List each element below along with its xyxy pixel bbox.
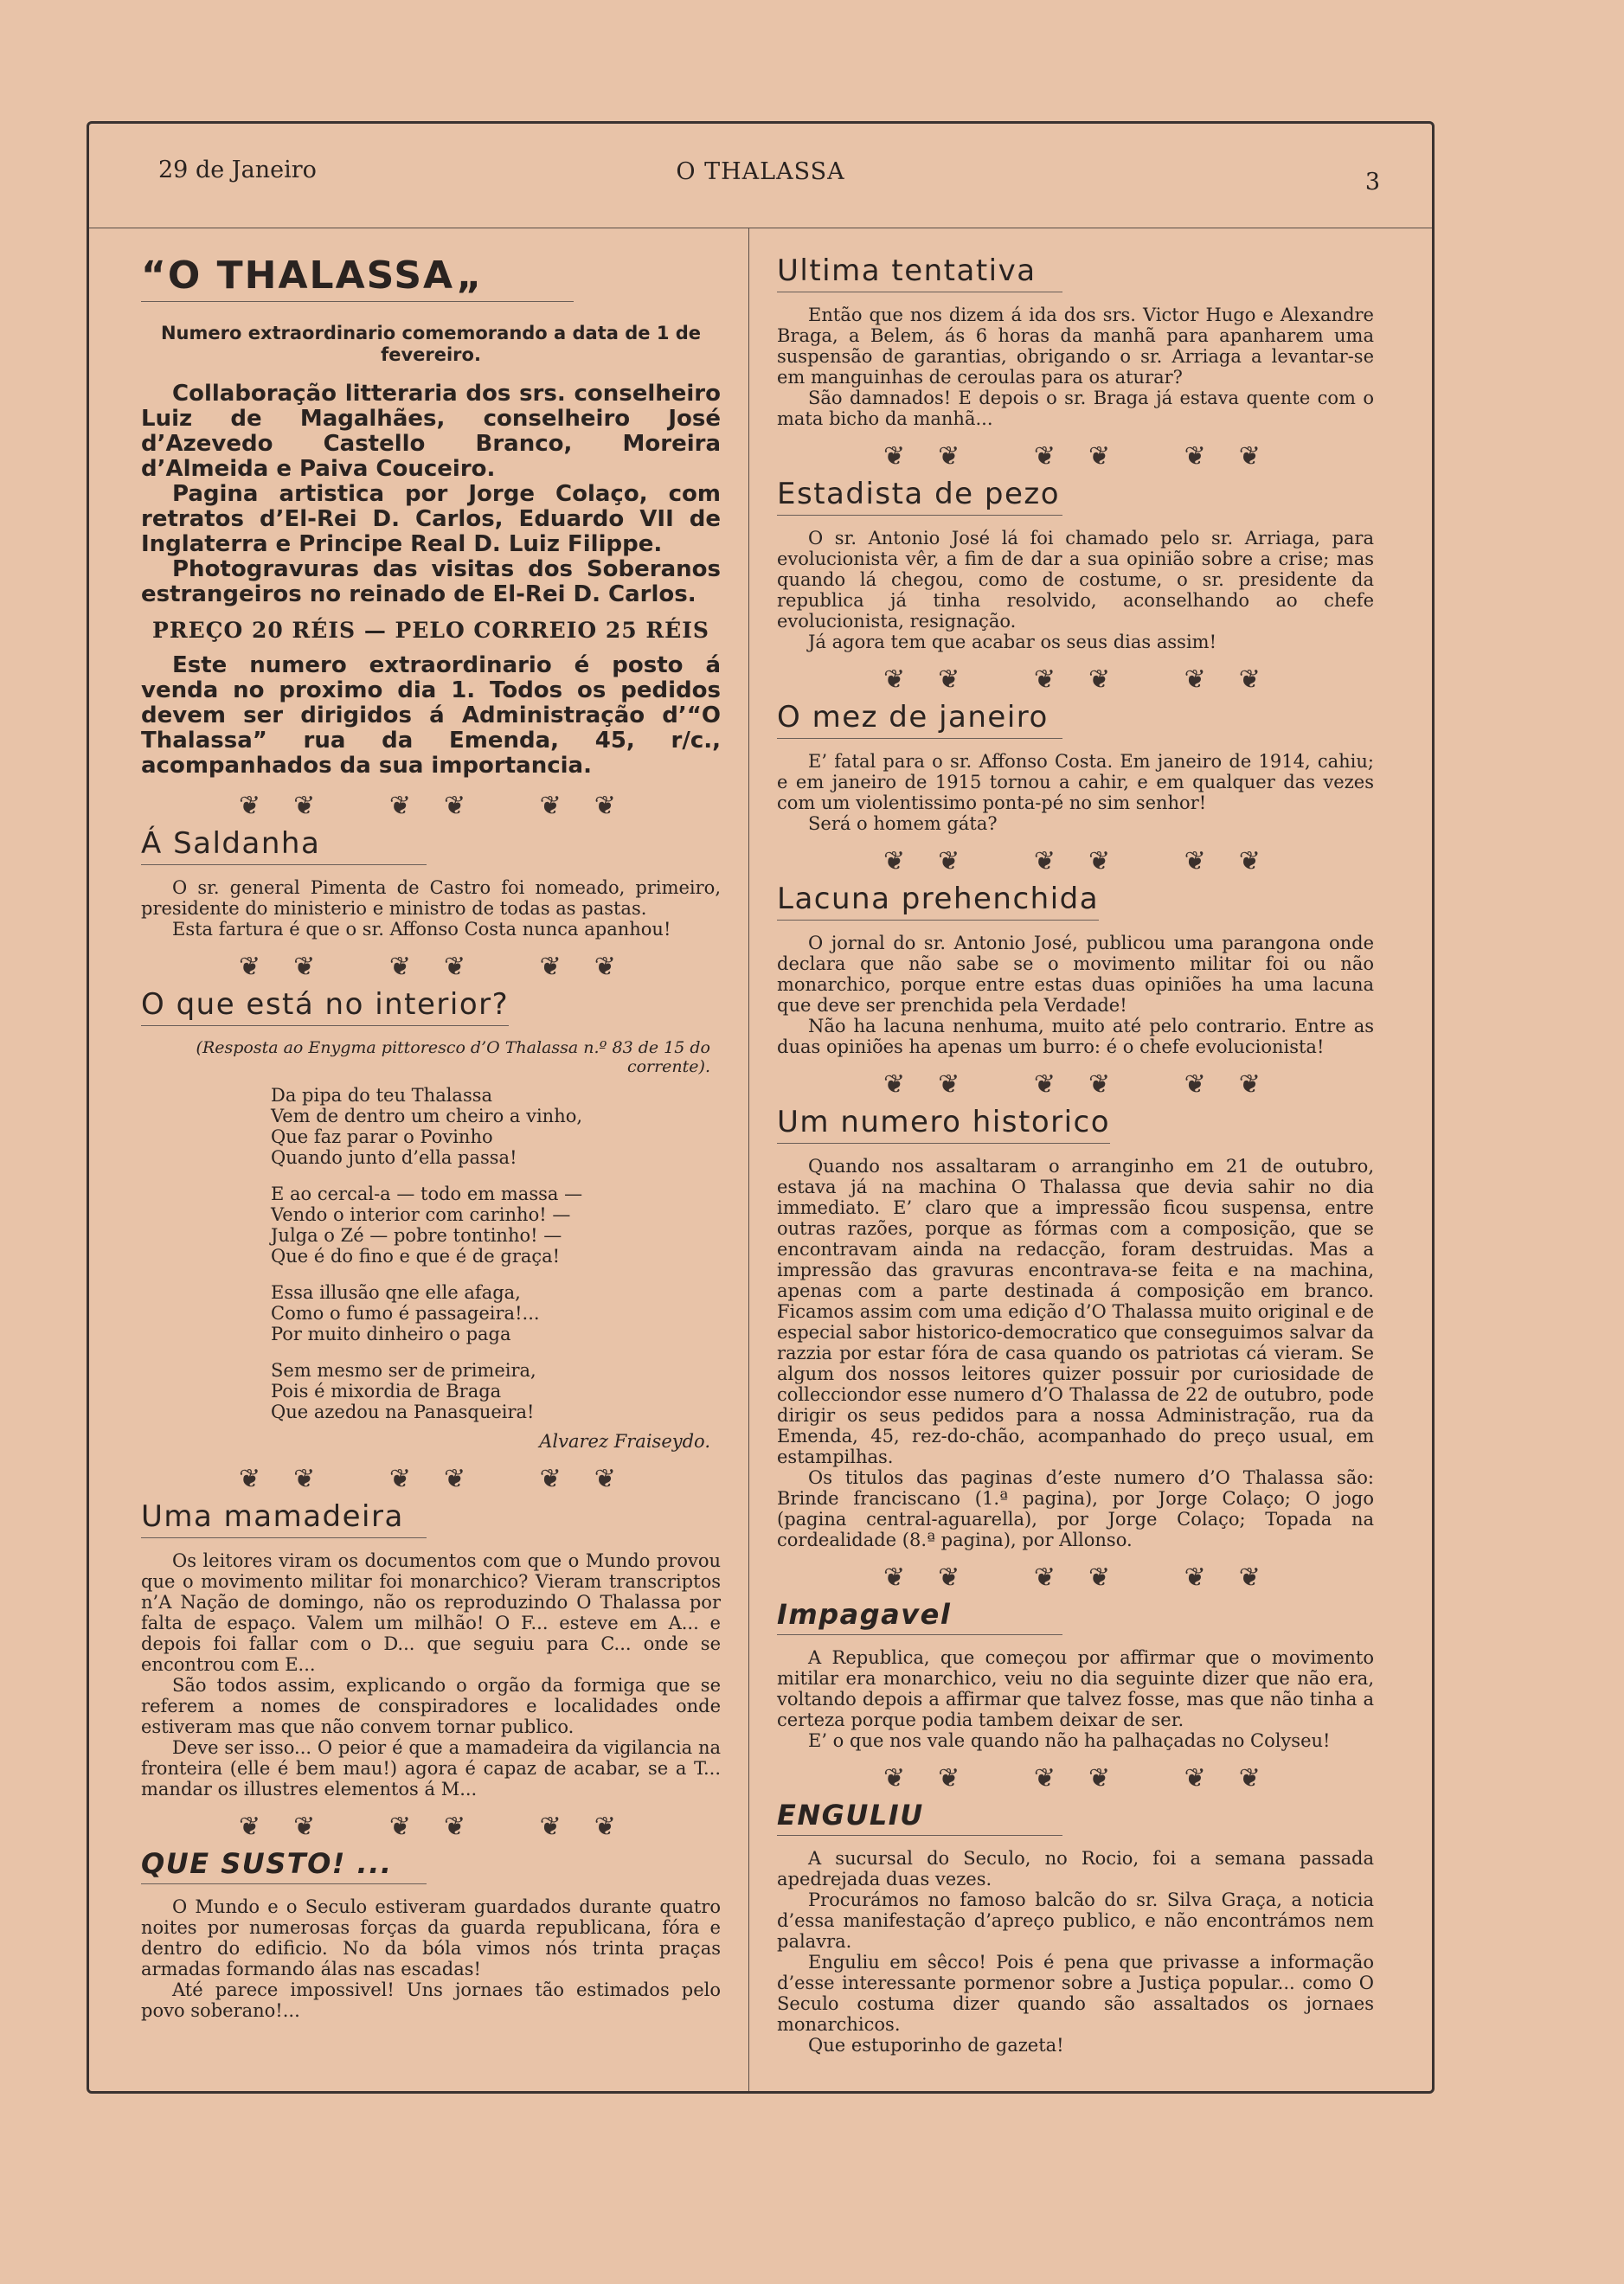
article-paragraph: O sr. general Pimenta de Castro foi nomeado, primeiro, presidente do ministerio e ministro de todas as pastas. (141, 877, 721, 919)
poem-stanza (271, 1085, 721, 1168)
announcement-subtitle: Numero extraordinario comemorando a data de 1 de fevereiro. (160, 323, 702, 365)
ornament-divider: ❦❦ ❦❦ ❦❦ (239, 1464, 649, 1494)
left-column (141, 253, 721, 2021)
article-paragraph: O Mundo e o Seculo estiveram guardados durante quatro noites por numerosas forças da guarda republicana, fóra e dentro do edificio. No da bóla vimos nós trinta praças armadas formando álas nas escadas! (141, 1896, 721, 1979)
article-ultima (777, 253, 1374, 429)
ornament-divider: ❦❦ ❦❦ ❦❦ (239, 1812, 649, 1842)
article-lacuna (777, 882, 1374, 1057)
article-title: Uma mamadeira (141, 1499, 427, 1538)
article-historico (777, 1105, 1374, 1550)
article-paragraph: Já agora tem que acabar os seus dias assim! (808, 632, 1217, 652)
poem-line: Vem de dentro um cheiro a vinho, (271, 1106, 583, 1126)
poem-line: Que azedou na Panasqueira! (271, 1402, 535, 1422)
announcement-paragraph: Collaboração litteraria dos srs. conselheiro Luiz de Magalhães, conselheiro José d’Azevedo Castello Branco, Moreira d’Almeida e Paiva Couceiro. (141, 381, 721, 482)
ornament-divider: ❦❦ ❦❦ ❦❦ (883, 1069, 1293, 1100)
column-rule (748, 228, 749, 2091)
article-title: Á Saldanha (141, 826, 427, 865)
article-paragraph: Os titulos das paginas d’este numero d’O Thalassa são: Brinde franciscano (1.ª pagina), por Jorge Colaço; O jogo (pagina central-aguarella), por Jorge Colaço; Topada na cordealidade (8.ª pagina), por Allonso. (777, 1467, 1374, 1550)
poem-stanza (271, 1282, 721, 1344)
article-paragraph: O jornal do sr. Antonio José, publicou uma parangona onde declara que não sabe se o movimento militar foi ou não monarchico, porque entre estas duas opiniões ha uma lacuna que deve ser prenchida pela Verdade! (777, 933, 1374, 1016)
right-column (777, 253, 1374, 2056)
article-paragraph: Até parece impossivel! Uns jornaes tão estimados pelo povo soberano!... (141, 1979, 721, 2021)
article-susto (141, 1847, 721, 2021)
ornament-divider: ❦❦ ❦❦ ❦❦ (239, 952, 649, 982)
article-title: Impagavel (777, 1598, 1062, 1635)
article-enguliu (777, 1799, 1374, 2056)
article-paragraph: Não ha lacuna nenhuma, muito até pelo contrario. Entre as duas opiniões ha apenas um burro: é o chefe evolucionista! (777, 1016, 1374, 1057)
ornament-divider: ❦❦ ❦❦ ❦❦ (239, 791, 649, 821)
poem-line: Pois é mixordia de Braga (271, 1381, 502, 1402)
article-paragraph: São todos assim, explicando o orgão da formiga que se referem a nomes de conspiradores e localidades onde estiveram mas que não convem tornar publico. (141, 1675, 721, 1737)
article-title: QUE SUSTO! ... (141, 1847, 427, 1884)
announcement-paragraph: Photogravuras das visitas dos Soberanos estrangeiros no reinado de El-Rei D. Carlos. (141, 556, 721, 607)
announcement-price: PREÇO 20 RÉIS — PELO CORREIO 25 RÉIS (152, 618, 709, 643)
poem-line: Como o fumo é passageira!... (271, 1303, 540, 1324)
poem-line: Vendo o interior com carinho! — (271, 1204, 571, 1225)
header-title: O THALASSA (676, 158, 845, 185)
article-title: Ultima tentativa (777, 253, 1062, 292)
announcement-title: “O THALASSA„ (141, 253, 574, 302)
poem-line: Que faz parar o Povinho (271, 1126, 493, 1147)
header-date: 29 de Janeiro (158, 157, 317, 183)
article-paragraph: Então que nos dizem á ida dos srs. Victor Hugo e Alexandre Braga, a Belem, ás 6 horas da manhã para apanharem uma suspensão de garantias, obrigando o sr. Arriaga a levantar-se em manguinhas de ceroulas para os aturar? (777, 305, 1374, 388)
article-paragraph: Os leitores viram os documentos com que o Mundo provou que o movimento militar foi monarchico? Vieram transcriptos n’A Nação de domingo, não os reproduzindo O Thalassa por falta de espaço. Valem um milhão! O F... esteve em A... e depois foi fallar com o D... que seguiu para C... onde se encontrou com E... (141, 1550, 721, 1675)
article-title: Estadista de pezo (777, 477, 1062, 516)
article-paragraph: Esta fartura é que o sr. Affonso Costa nunca apanhou! (172, 919, 671, 940)
article-title: Lacuna prehenchida (777, 882, 1099, 921)
article-paragraph: A Republica, que começou por affirmar que o movimento mitilar era monarchico, veiu no dia seguinte dizer que não era, voltando depois a affirmar que talvez fosse, mas que não tinha a certeza porque podia tambem deixar de ser. (777, 1647, 1374, 1730)
running-head (89, 124, 1432, 228)
announcement-paragraph: Este numero extraordinario é posto á venda no proximo dia 1. Todos os pedidos devem ser dirigidos á Administração d’“O Thalassa” rua da Emenda, 45, r/c., acompanhados da sua importancia. (141, 652, 721, 779)
article-title: O mez de janeiro (777, 700, 1062, 739)
article-paragraph: Quando nos assaltaram o arranginho em 21 de outubro, estava já na machina O Thalassa que devia sahir no dia immediato. E’ claro que a impressão ficou suspensa, entre outras razões, porque as fórmas com a composição, que se encontravam ainda na redacção, foram destruidas. Mas a impressão das gravuras encontrava-se feita e na machina, apenas com a parte destinada á composição em branco. Ficamos assim com uma edição d’O Thalassa muito original e de especial sabor historico-democratico que conseguimos salvar da razzia por estar fóra de casa quando os patriotas cá vieram. Se algum dos nossos leitores quizer possuir por curiosidade de collecciondor esse numero d’O Thalassa de 22 de outubro, pode dirigir os seus pedidos para a nossa Administração, rua da Emenda, 45, rez-do-chão, acompanhado do preço usual, em estampilhas. (777, 1156, 1374, 1467)
article-title: ENGULIU (777, 1799, 1062, 1836)
article-impagavel (777, 1598, 1374, 1751)
article-paragraph: Procurámos no famoso balcão do sr. Silva Graça, a noticia d’essa manifestação d’apreço publico, e não encontrámos nem palavra. (777, 1889, 1374, 1952)
announcement (141, 253, 721, 779)
ornament-divider: ❦❦ ❦❦ ❦❦ (883, 664, 1293, 695)
page-frame (87, 121, 1435, 2094)
poem-line: Quando junto d’ella passa! (271, 1147, 517, 1168)
poem-line: Sem mesmo ser de primeira, (271, 1360, 536, 1381)
article-saldanha (141, 826, 721, 940)
article-paragraph: E’ fatal para o sr. Affonso Costa. Em janeiro de 1914, cahiu; e em janeiro de 1915 tornou a cahir, e em qualquer das vezes com um violentissimo ponta-pé no sim senhor! (777, 751, 1374, 813)
article-paragraph: Enguliu em sêcco! Pois é pena que privasse a informação d’esse interessante pormenor sobre a Justiça popular... como O Seculo costuma dizer quando são assaltados os jornaes monarchicos. (777, 1952, 1374, 2035)
poem-note: (Resposta ao Enygma pittoresco d’O Thalassa n.º 83 de 15 do corrente). (196, 1038, 710, 1076)
page-number: 3 (1364, 169, 1380, 196)
ornament-divider: ❦❦ ❦❦ ❦❦ (883, 1763, 1293, 1793)
article-paragraph: A sucursal do Seculo, no Rocio, foi a semana passada apedrejada duas vezes. (777, 1848, 1374, 1889)
article-paragraph: Que estuporinho de gazeta! (808, 2035, 1064, 2056)
article-janeiro (777, 700, 1374, 834)
article-paragraph: Deve ser isso... O peior é que a mamadeira da vigilancia na fronteira (elle é bem mau!) agora é capaz de acabar, se a T... mandar os illustres elementos á M... (141, 1737, 721, 1800)
article-title: O que está no interior? (141, 987, 509, 1026)
article-paragraph: O sr. Antonio José lá foi chamado pelo sr. Arriaga, para evolucionista vêr, a fim de dar a sua opinião sobre a crise; mas quando lá chegou, como de costume, o sr. presidente da republica já tinha resolvido, aconselhando ao chefe evolucionista, resignação. (777, 528, 1374, 632)
ornament-divider: ❦❦ ❦❦ ❦❦ (883, 1562, 1293, 1593)
article-mamadeira (141, 1499, 721, 1800)
poem-line: Julga o Zé — pobre tontinho! — (271, 1225, 562, 1246)
poem-stanza (271, 1360, 721, 1422)
ornament-divider: ❦❦ ❦❦ ❦❦ (883, 441, 1293, 472)
poem-line: E ao cercal-a — todo em massa — (271, 1184, 583, 1204)
poem-line: Que é do fino e que é de graça! (271, 1246, 561, 1267)
poem-stanza (271, 1184, 721, 1267)
article-paragraph: Será o homem gáta? (808, 813, 998, 834)
article-title: Um numero historico (777, 1105, 1110, 1144)
announcement-paragraph: Pagina artistica por Jorge Colaço, com retratos d’El-Rei D. Carlos, Eduardo VII de Inglaterra e Principe Real D. Luiz Filippe. (141, 481, 721, 557)
ornament-divider: ❦❦ ❦❦ ❦❦ (883, 846, 1293, 876)
poem-signature: Alvarez Fraiseydo. (539, 1431, 710, 1452)
article-paragraph: São damnados! E depois o sr. Braga já estava quente com o mata bicho da manhã... (777, 388, 1374, 429)
article-estadista (777, 477, 1374, 652)
poem-line: Essa illusão qne elle afaga, (271, 1282, 521, 1303)
article-paragraph: E’ o que nos vale quando não ha palhaçadas no Colyseu! (808, 1730, 1331, 1751)
article-interior (141, 987, 721, 1452)
poem-line: Da pipa do teu Thalassa (271, 1085, 493, 1106)
poem-line: Por muito dinheiro o paga (271, 1324, 511, 1344)
